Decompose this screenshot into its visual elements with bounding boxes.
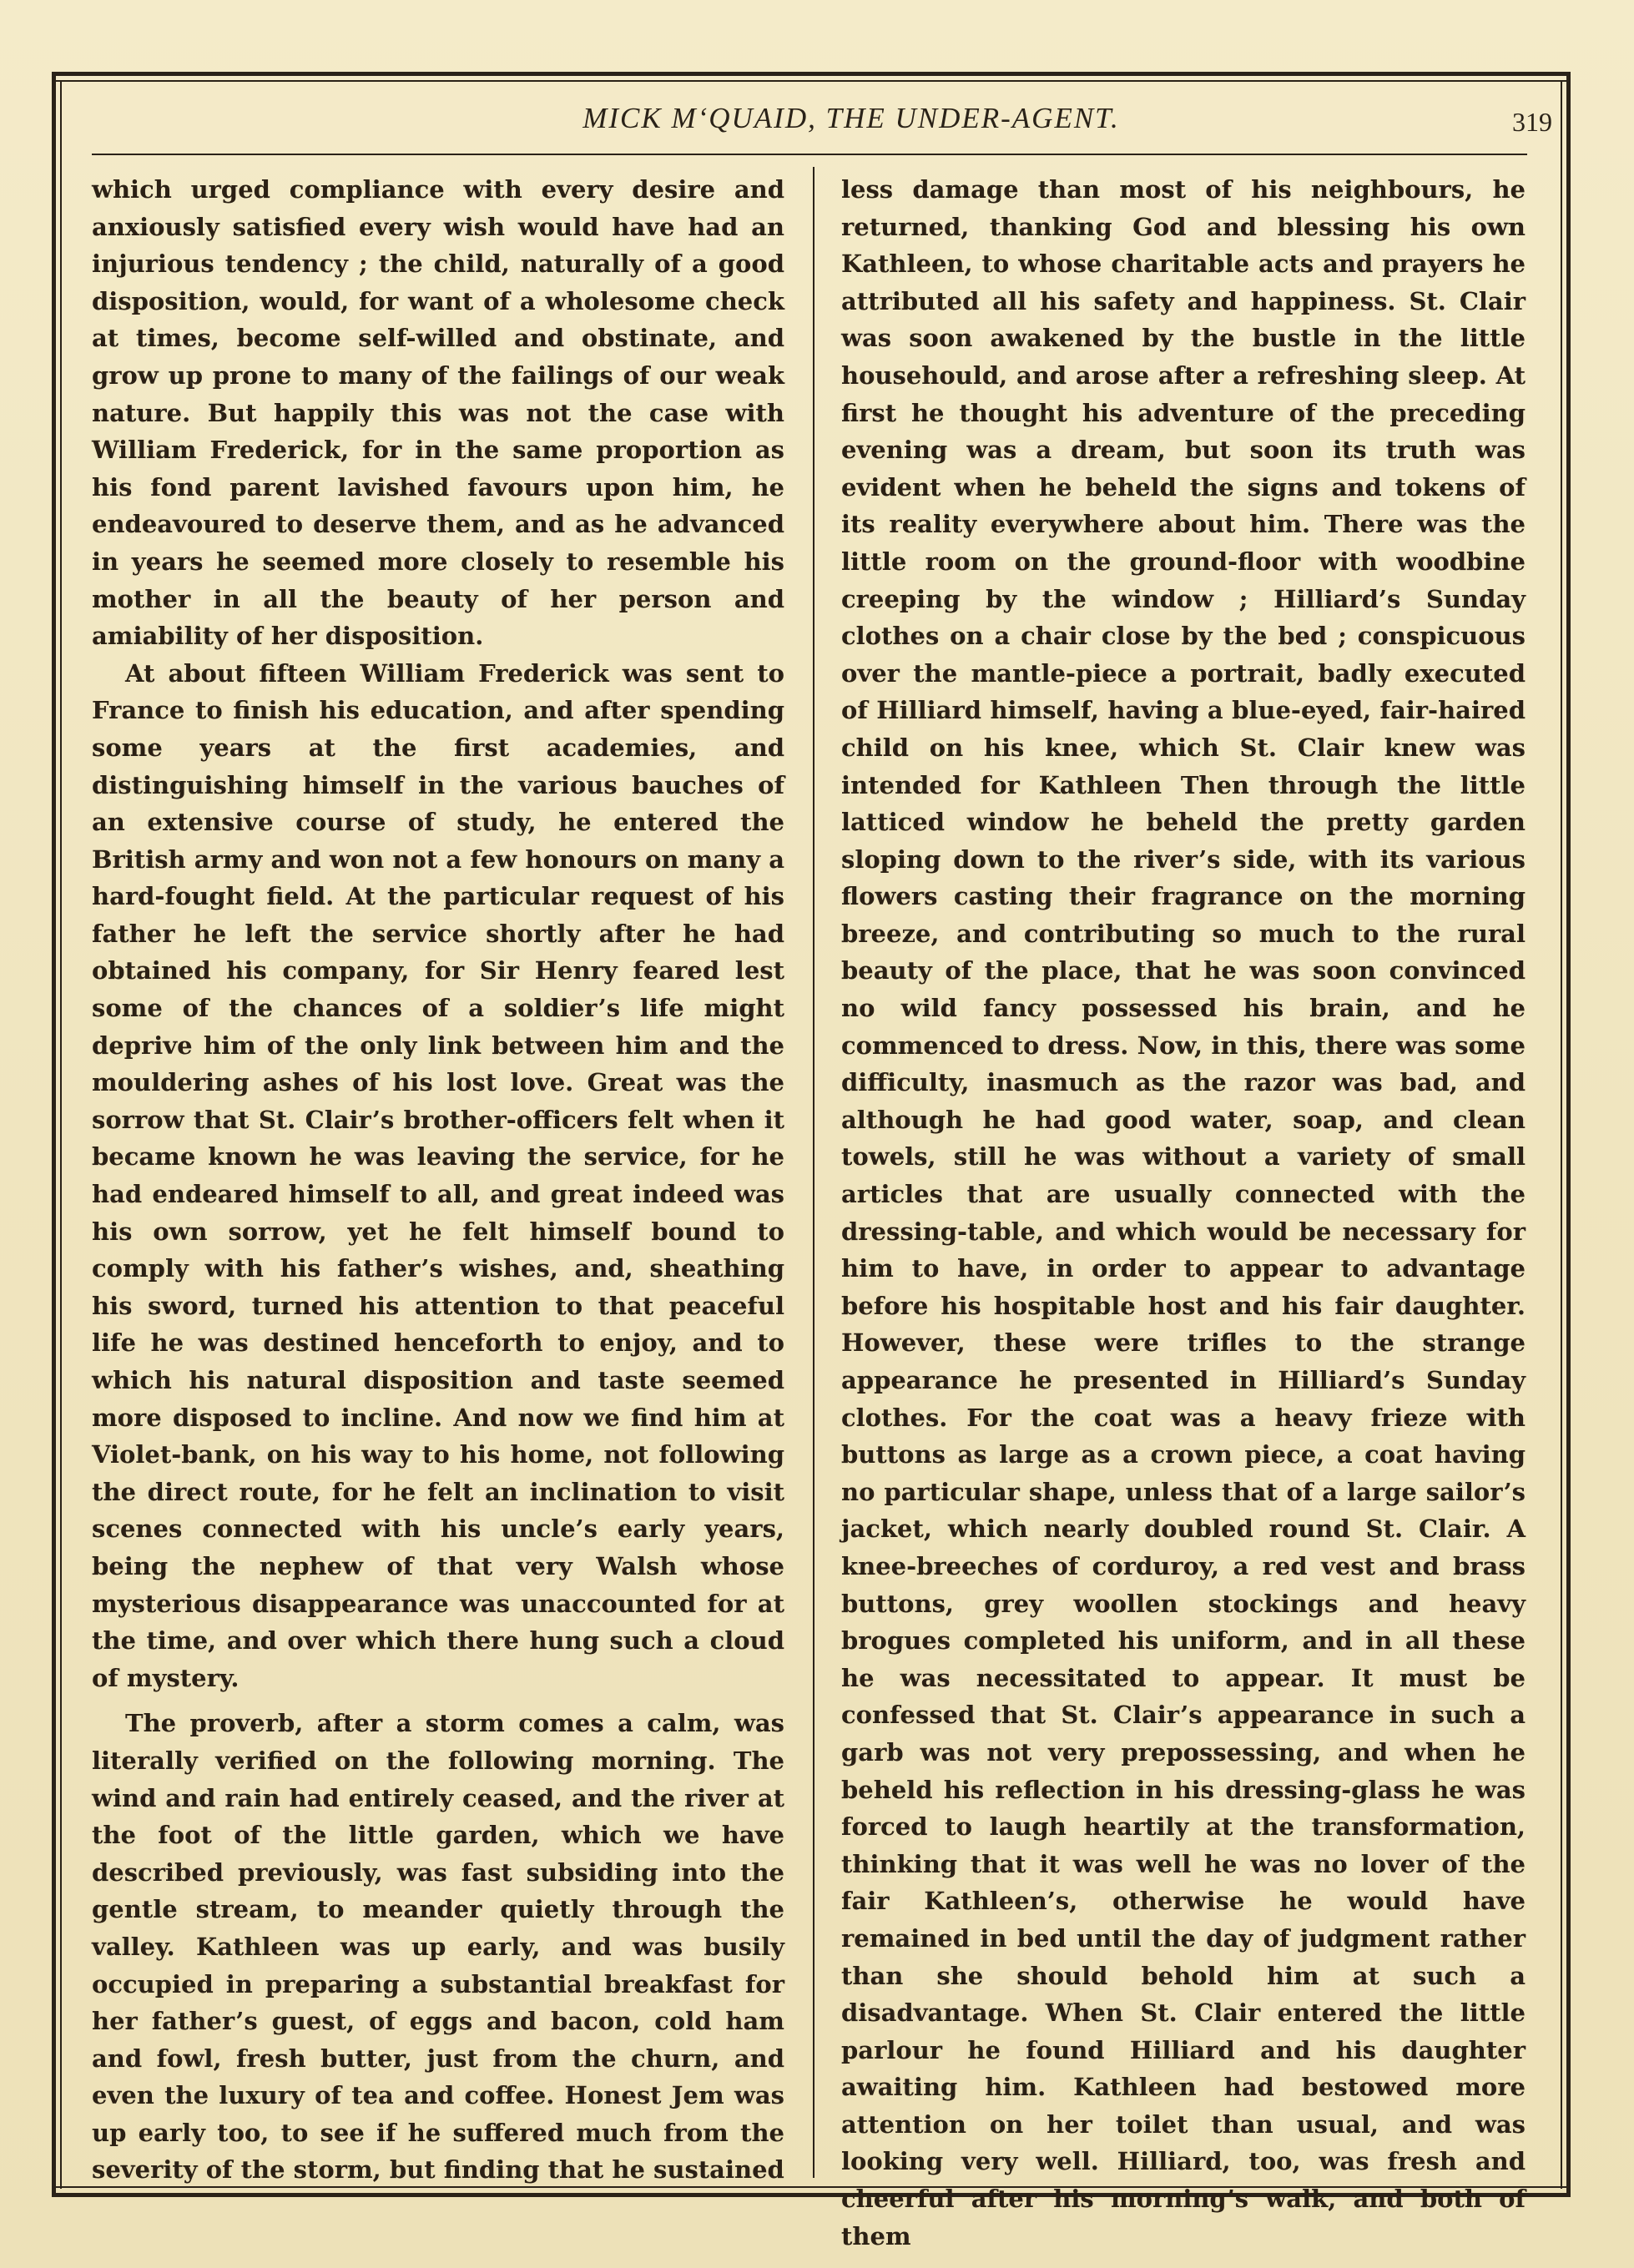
- paragraph: At about fifteen William Frederick was sent to France to finish his education, and after spending some years at the first academies, and distinguishing himself in the various bauches of an extensive course of study, he entered the British army and won not a few honours on many a hard-fought field. At the particular request of his father he left the service shortly after he had obtained his company, for Sir Henry feared lest some of the chances of a soldier’s life might deprive him of the only link between him and the mouldering ashes of his lost love. Great was the sorrow that St. Clair’s brother-officers felt when it became known he was leaving the service, for he had endeared himself to all, and great indeed was his own sorrow, yet he felt himself bound to comply with his father’s wishes, and, sheathing his sword, turned his attention to that peaceful life he was destined henceforth to enjoy, and to which his natural disposition and taste seemed more disposed to incline. And now we find him at Violet-bank, on his way to his home, not following the direct route, for he felt an inclination to visit scenes connected with his uncle’s early years, being the nephew of that very Walsh whose mysterious disappearance was unaccounted for at the time, and over which there hung such a cloud of mystery.: [92, 658, 784, 1692]
- paragraph: less damage than most of his neighbours, he returned, thanking God and blessing his own Kathleen, to whose charitable acts and prayers he attributed all his safety and happiness. St. Clair was soon awakened by the bustle in the little househould, and arose after a refreshing sleep. At first he thought his adventure of the preceding evening was a dream, but soon its truth was evident when he beheld the signs and tokens of its reality everywhere about him. There was the little room on the ground-floor with woodbine creeping by the window ; Hilliard’s Sunday clothes on a chair close by the bed ; conspicuous over the mantle-piece a portrait, badly executed of Hilliard himself, having a blue-eyed, fair-haired child on his knee, which St. Clair knew was intended for Kathleen Then through the little latticed window he beheld the pretty garden sloping down to the river’s side, with its various flowers casting their fragrance on the morning breeze, and contributing so much to the rural beauty of the place, that he was soon convinced no wild fancy possessed his brain, and he commenced to dress. Now, in this, there was some difficulty, inasmuch as the razor was bad, and although he had good water, soap, and clean towels, still he was without a variety of small articles that are usually connected with the dressing-table, and which would be necessary for him to have, in order to appear to advantage before his hospitable host and his fair daughter. However, these were trifles to the strange appearance he presented in Hilliard’s Sunday clothes. For the coat was a heavy frieze with buttons as large as a crown piece, a coat having no particular shape, unless that of a large sailor’s jacket, which nearly doubled round St. Clair. A knee-breeches of corduroy, a red vest and brass buttons, grey woollen stockings and heavy brogues completed his uniform, and in all these he was necessitated to appear. It must be confessed that St. Clair’s appearance in such a garb was not very prepossessing, and when he beheld his reflection in his dressing-glass he was forced to laugh heartily at the transformation, thinking that it was well he was no lover of the fair Kathleen’s, otherwise he would have remained in bed until the day of judgment rather than she should behold him at such a disadvantage. When St. Clair entered the little parlour he found Hilliard and his daughter awaiting him. Kathleen had bestowed more attention on her toilet than usual, and was looking very well. Hilliard, too, was fresh and cheerful after his morning’s walk, and both of them: [841, 175, 1526, 2250]
- page-number: 319: [1512, 107, 1552, 137]
- left-border-rule-inner: [60, 80, 62, 2189]
- paragraph: The proverb, after a storm comes a calm, was literally verified on the following morning. The wind and rain had entirely ceased, and the river at the foot of the little garden, which we have described previously, was fast subsiding into the gentle stream, to meander quietly through the valley. Kathleen was up early, and was busily occupied in preparing a substantial breakfast for her father’s guest, of eggs and bacon, cold ham and fowl, fresh butter, just from the churn, and even the luxury of tea and coffee. Honest Jem was up early too, to see if he suffered much from the severity of the storm, but finding that he sustained: [92, 1709, 784, 2185]
- header-underline-rule: [92, 154, 1527, 155]
- right-text-column: [841, 171, 1526, 2250]
- column-divider-rule: [813, 167, 814, 2178]
- paragraph: which urged compliance with every desire and anxiously satisfied every wish would have had an injurious tendency ; the child, naturally of a good disposition, would, for want of a wholesome check at times, become self-willed and obstinate, and grow up prone to many of the failings of our weak nature. But happily this was not the case with William Frederick, for in the same proportion as his fond parent lavished favours upon him, he endeavoured to deserve them, and as he advanced in years he seemed more closely to resemble his mother in all the beauty of her person and amiability of her disposition.: [92, 175, 784, 651]
- right-border-rule-inner: [1561, 80, 1562, 2189]
- top-border-rule: [52, 72, 1571, 76]
- left-text-column: [92, 171, 784, 2185]
- running-title: MICK M‘QUAID, THE UNDER-AGENT.: [582, 102, 1120, 134]
- right-border-rule: [1566, 72, 1571, 2197]
- top-border-rule-inner: [52, 80, 1571, 82]
- left-border-rule: [52, 72, 56, 2197]
